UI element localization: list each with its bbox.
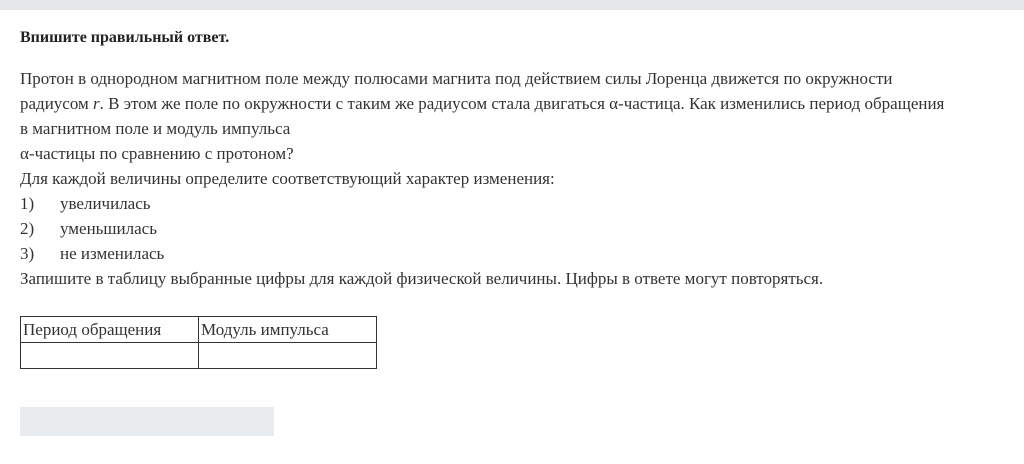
option-3	[20, 241, 1000, 266]
answer-input[interactable]	[20, 407, 274, 436]
question-line-4: α-частицы по сравнению с протоном?	[20, 144, 294, 163]
option-text: не изменилась	[60, 244, 165, 263]
option-number: 2)	[20, 219, 35, 238]
option-2	[20, 216, 1000, 241]
question-line-2-pre: радиусом	[20, 94, 94, 113]
question-line-3: в магнитном поле и модуль импульса	[20, 119, 291, 138]
radius-variable: r	[93, 94, 100, 113]
option-text: увеличилась	[60, 194, 151, 213]
option-1	[20, 191, 1000, 216]
header-momentum: Модуль импульса	[199, 317, 377, 343]
task-instruction: Впишите правильный ответ.	[20, 29, 230, 46]
top-bar	[0, 0, 1024, 10]
problem-text	[20, 66, 1000, 291]
task-content	[20, 28, 1000, 291]
option-number: 3)	[20, 244, 35, 263]
cell-period-value	[21, 343, 199, 369]
question-line-2-post: . В этом же поле по окружности с таким же радиусом стала двигаться α-частица. Как изменились период обращения	[99, 94, 945, 113]
question-line-2	[20, 91, 1000, 116]
cell-momentum-value	[199, 343, 377, 369]
question-line-1: Протон в однородном магнитном поле между полюсами магнита под действием силы Лоренца движется по окружности	[20, 69, 893, 88]
option-text: уменьшилась	[60, 219, 157, 238]
option-number: 1)	[20, 194, 35, 213]
table-value-row	[21, 343, 377, 369]
answer-table	[20, 316, 377, 369]
footer-instruction: Запишите в таблицу выбранные цифры для каждой физической величины. Цифры в ответе могут повторяться.	[20, 269, 824, 288]
table-header-row	[21, 317, 377, 343]
question-line-5: Для каждой величины определите соответствующий характер изменения:	[20, 169, 555, 188]
header-period: Период обращения	[21, 317, 199, 343]
